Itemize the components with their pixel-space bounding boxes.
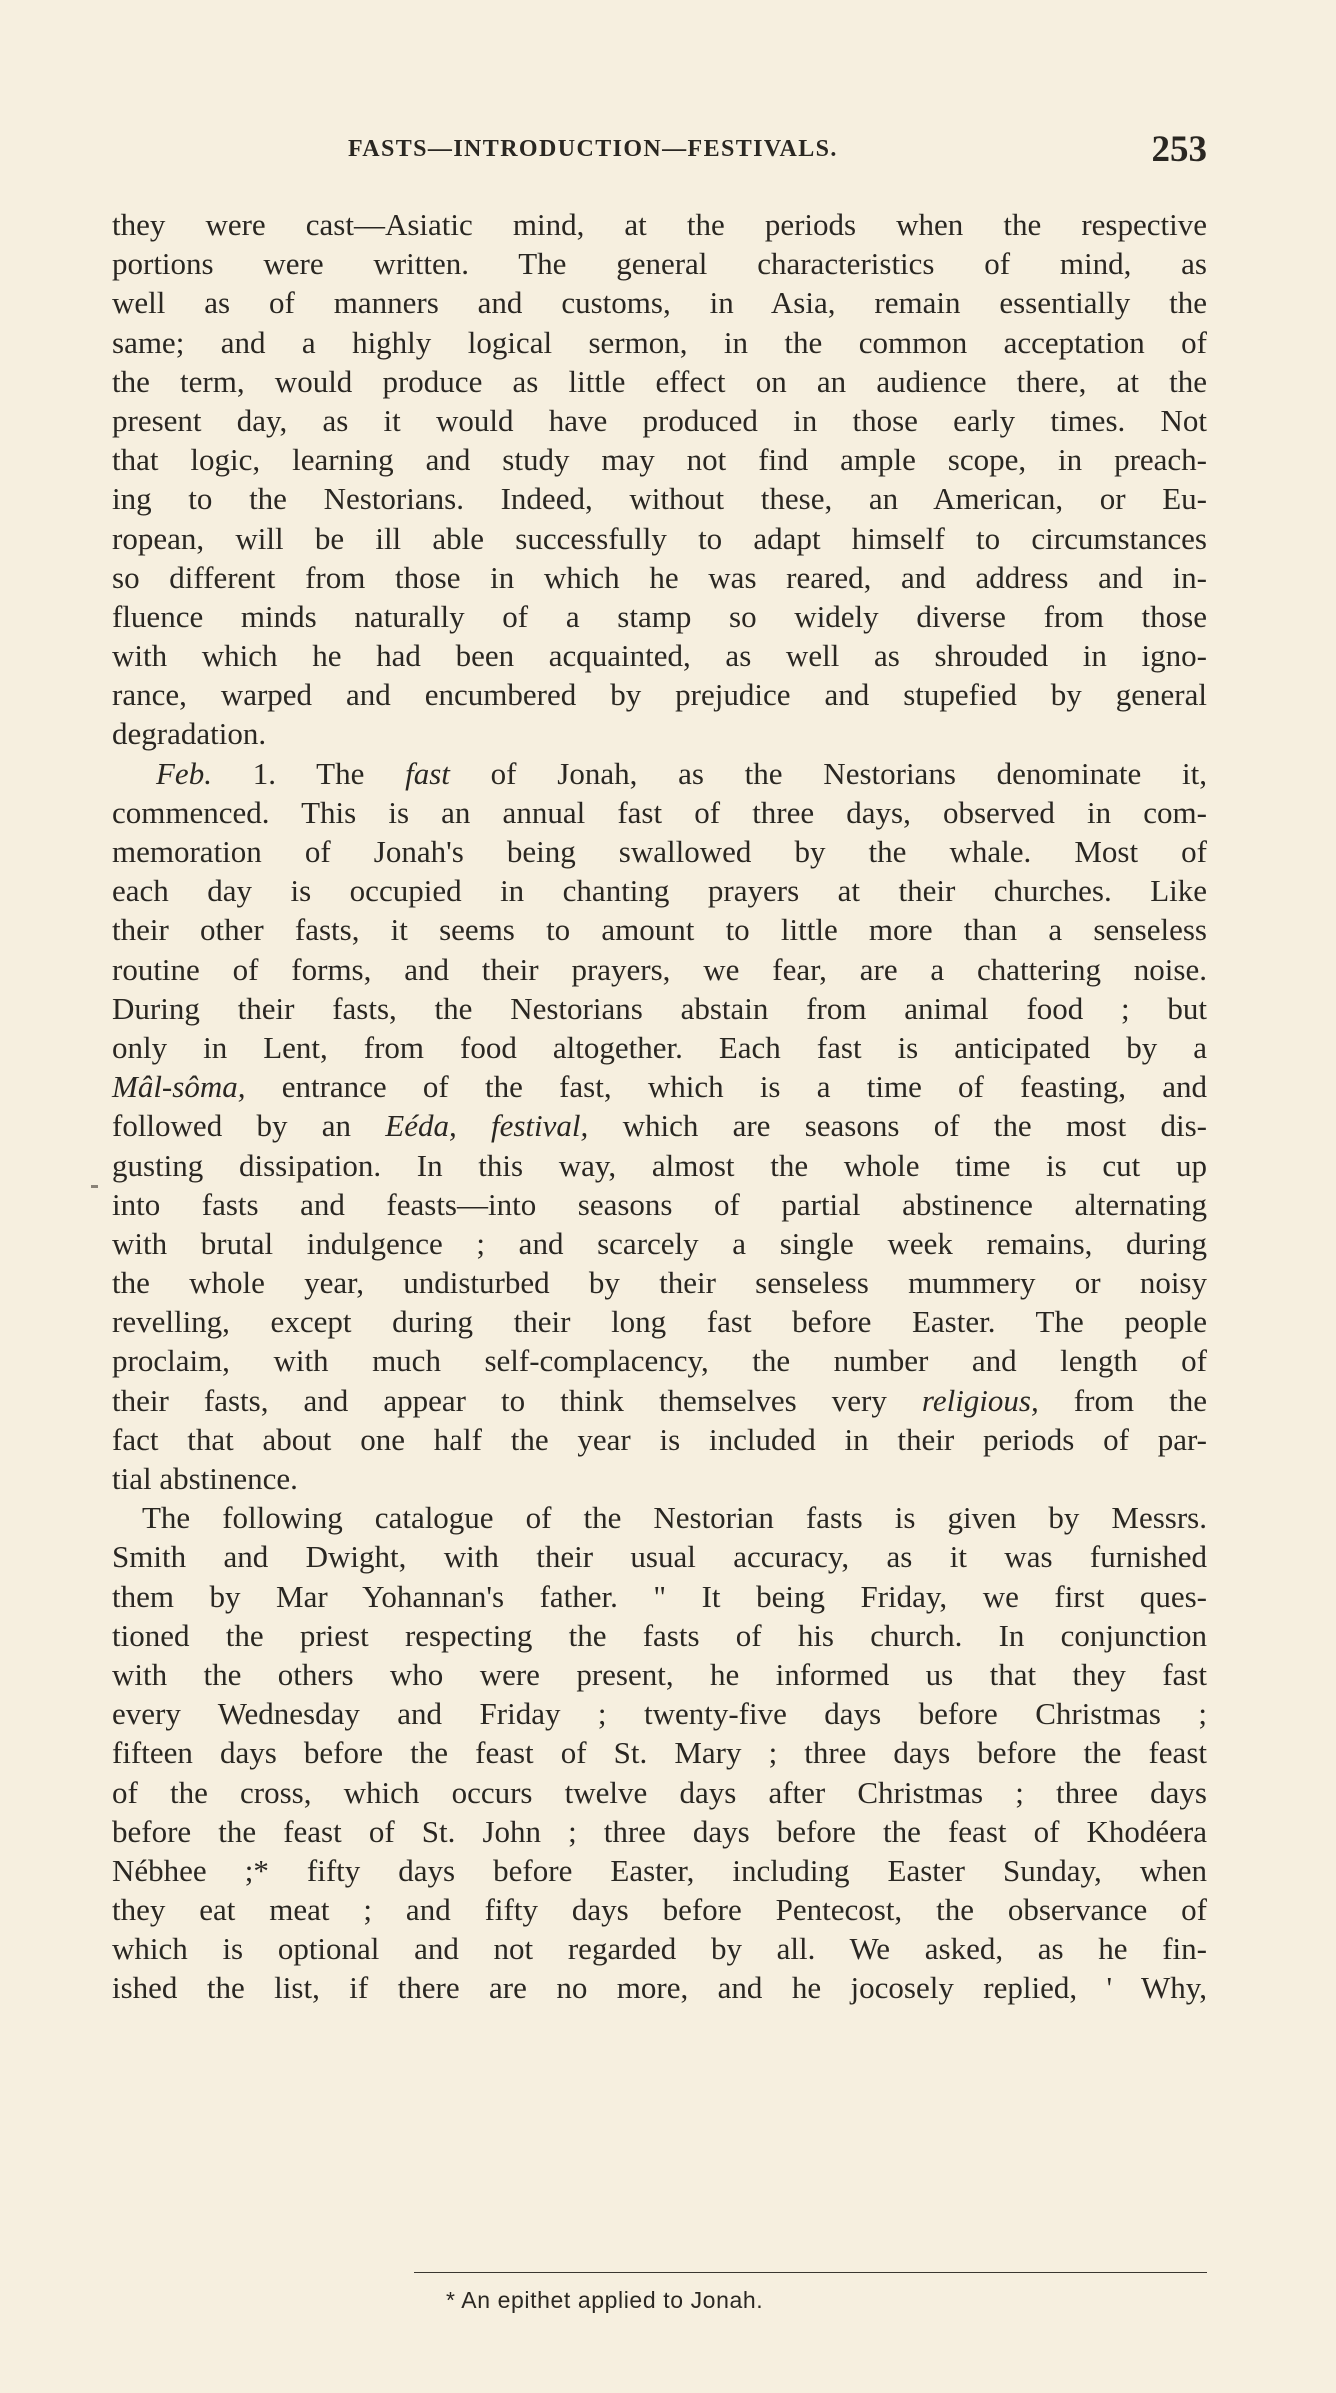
text-line: routine of forms, and their prayers, we fear, are a chattering noise.: [112, 951, 1207, 987]
text-line: degradation.: [112, 716, 267, 752]
text-line: each day is occupied in chanting prayers at their churches. Like: [112, 873, 1207, 909]
text-line: into fasts and feasts—into seasons of partial abstinence alternating: [112, 1186, 1207, 1222]
text-line: with which he had been acquainted, as well as shrouded in igno-: [112, 638, 1207, 674]
text-run: their fasts, and appear to think themselves very: [112, 1382, 922, 1418]
date-label: Feb.: [156, 755, 212, 791]
text-line: they were cast—Asiatic mind, at the periods when the respective: [112, 207, 1207, 242]
text-line: before the feast of St. John ; three days before the feast of Khodéera: [112, 1813, 1207, 1849]
running-title: FASTS—INTRODUCTION—FESTIVALS.: [348, 136, 838, 162]
footnote-rule: [414, 2272, 1207, 2273]
text-line: fifteen days before the feast of St. Mary ; three days before the feast: [112, 1735, 1207, 1771]
text-line: which is optional and not regarded by all. We asked, as he fin-: [112, 1931, 1207, 1967]
emphasis-term: Mâl-sôma,: [112, 1069, 246, 1105]
text-line: with brutal indulgence ; and scarcely a single week remains, during: [112, 1225, 1207, 1261]
emphasis-term: fast: [405, 755, 450, 791]
text-line: Smith and Dwight, with their usual accuracy, as it was furnished: [112, 1539, 1207, 1575]
text-line: fluence minds naturally of a stamp so widely diverse from those: [112, 598, 1207, 634]
text-line: memoration of Jonah's being swallowed by the whale. Most of: [112, 834, 1207, 869]
text-line: During their fasts, the Nestorians abstain from animal food ; but: [112, 990, 1207, 1026]
text-line: the term, would produce as little effect on an audience there, at the: [112, 363, 1207, 399]
text-line: rance, warped and encumbered by prejudice and stupefied by general: [112, 677, 1207, 713]
text-line: [112, 1381, 1207, 1420]
footnote: * An epithet applied to Jonah.: [446, 2287, 764, 2313]
text-line: [112, 1067, 1207, 1106]
text-run: followed by an: [112, 1108, 386, 1144]
text-line: of the cross, which occurs twelve days after Christmas ; three days: [112, 1774, 1207, 1810]
text-run: 1. The: [211, 755, 406, 791]
text-line: revelling, except during their long fast before Easter. The people: [112, 1304, 1207, 1340]
text-run: of Jonah, as the Nestorians denominate it,: [449, 755, 1207, 791]
text-line: gusting dissipation. In this way, almost the whole time is cut up: [112, 1147, 1207, 1183]
text-line: Nébhee ;* fifty days before Easter, including Easter Sunday, when: [112, 1852, 1207, 1888]
text-line: tial abstinence.: [112, 1461, 298, 1496]
text-line: [112, 1106, 1207, 1145]
text-line: same; and a highly logical sermon, in the common acceptation of: [112, 324, 1207, 360]
margin-mark: [91, 1185, 98, 1188]
text-line: ropean, will be ill able successfully to adapt himself to circumstances: [112, 520, 1207, 556]
emphasis-term: Eéda, festival,: [385, 1108, 589, 1144]
text-line: tioned the priest respecting the fasts of his church. In conjunction: [112, 1617, 1207, 1653]
text-run: from the: [1038, 1382, 1207, 1418]
text-run: entrance of the fast, which is a time of feasting, and: [245, 1069, 1207, 1105]
text-line: the whole year, undisturbed by their senseless mummery or noisy: [112, 1265, 1207, 1301]
text-line: fact that about one half the year is included in their periods of par-: [112, 1421, 1207, 1457]
text-line: [112, 754, 1207, 793]
text-run: which are seasons of the most dis-: [588, 1108, 1208, 1144]
text-line: every Wednesday and Friday ; twenty-five days before Christmas ;: [112, 1696, 1207, 1732]
page-number: 253: [1151, 129, 1207, 170]
text-line: well as of manners and customs, in Asia, remain essentially the: [112, 285, 1207, 321]
text-line: The following catalogue of the Nestorian fasts is given by Messrs.: [142, 1500, 1207, 1536]
running-head: [112, 128, 1207, 172]
body-text: [112, 205, 1207, 2008]
text-line: that logic, learning and study may not find ample scope, in preach-: [112, 442, 1207, 478]
text-line: only in Lent, from food altogether. Each fast is anticipated by a: [112, 1029, 1207, 1065]
text-line: with the others who were present, he informed us that they fast: [112, 1656, 1207, 1692]
text-line: them by Mar Yohannan's father. " It being Friday, we first ques-: [112, 1578, 1207, 1614]
text-line: they eat meat ; and fifty days before Pentecost, the observance of: [112, 1892, 1207, 1928]
text-line: commenced. This is an annual fast of three days, observed in com-: [112, 794, 1207, 830]
emphasis-term: religious,: [921, 1382, 1039, 1418]
text-line: ished the list, if there are no more, and he jocosely replied, ' Why,: [112, 1970, 1207, 2006]
text-line: their other fasts, it seems to amount to little more than a senseless: [112, 912, 1207, 948]
text-line: portions were written. The general characteristics of mind, as: [112, 246, 1207, 282]
text-line: present day, as it would have produced in those early times. Not: [112, 402, 1207, 438]
text-line: proclaim, with much self-complacency, the number and length of: [112, 1343, 1207, 1379]
text-line: so different from those in which he was reared, and address and in-: [112, 559, 1207, 595]
text-line: ing to the Nestorians. Indeed, without these, an American, or Eu-: [112, 481, 1207, 517]
